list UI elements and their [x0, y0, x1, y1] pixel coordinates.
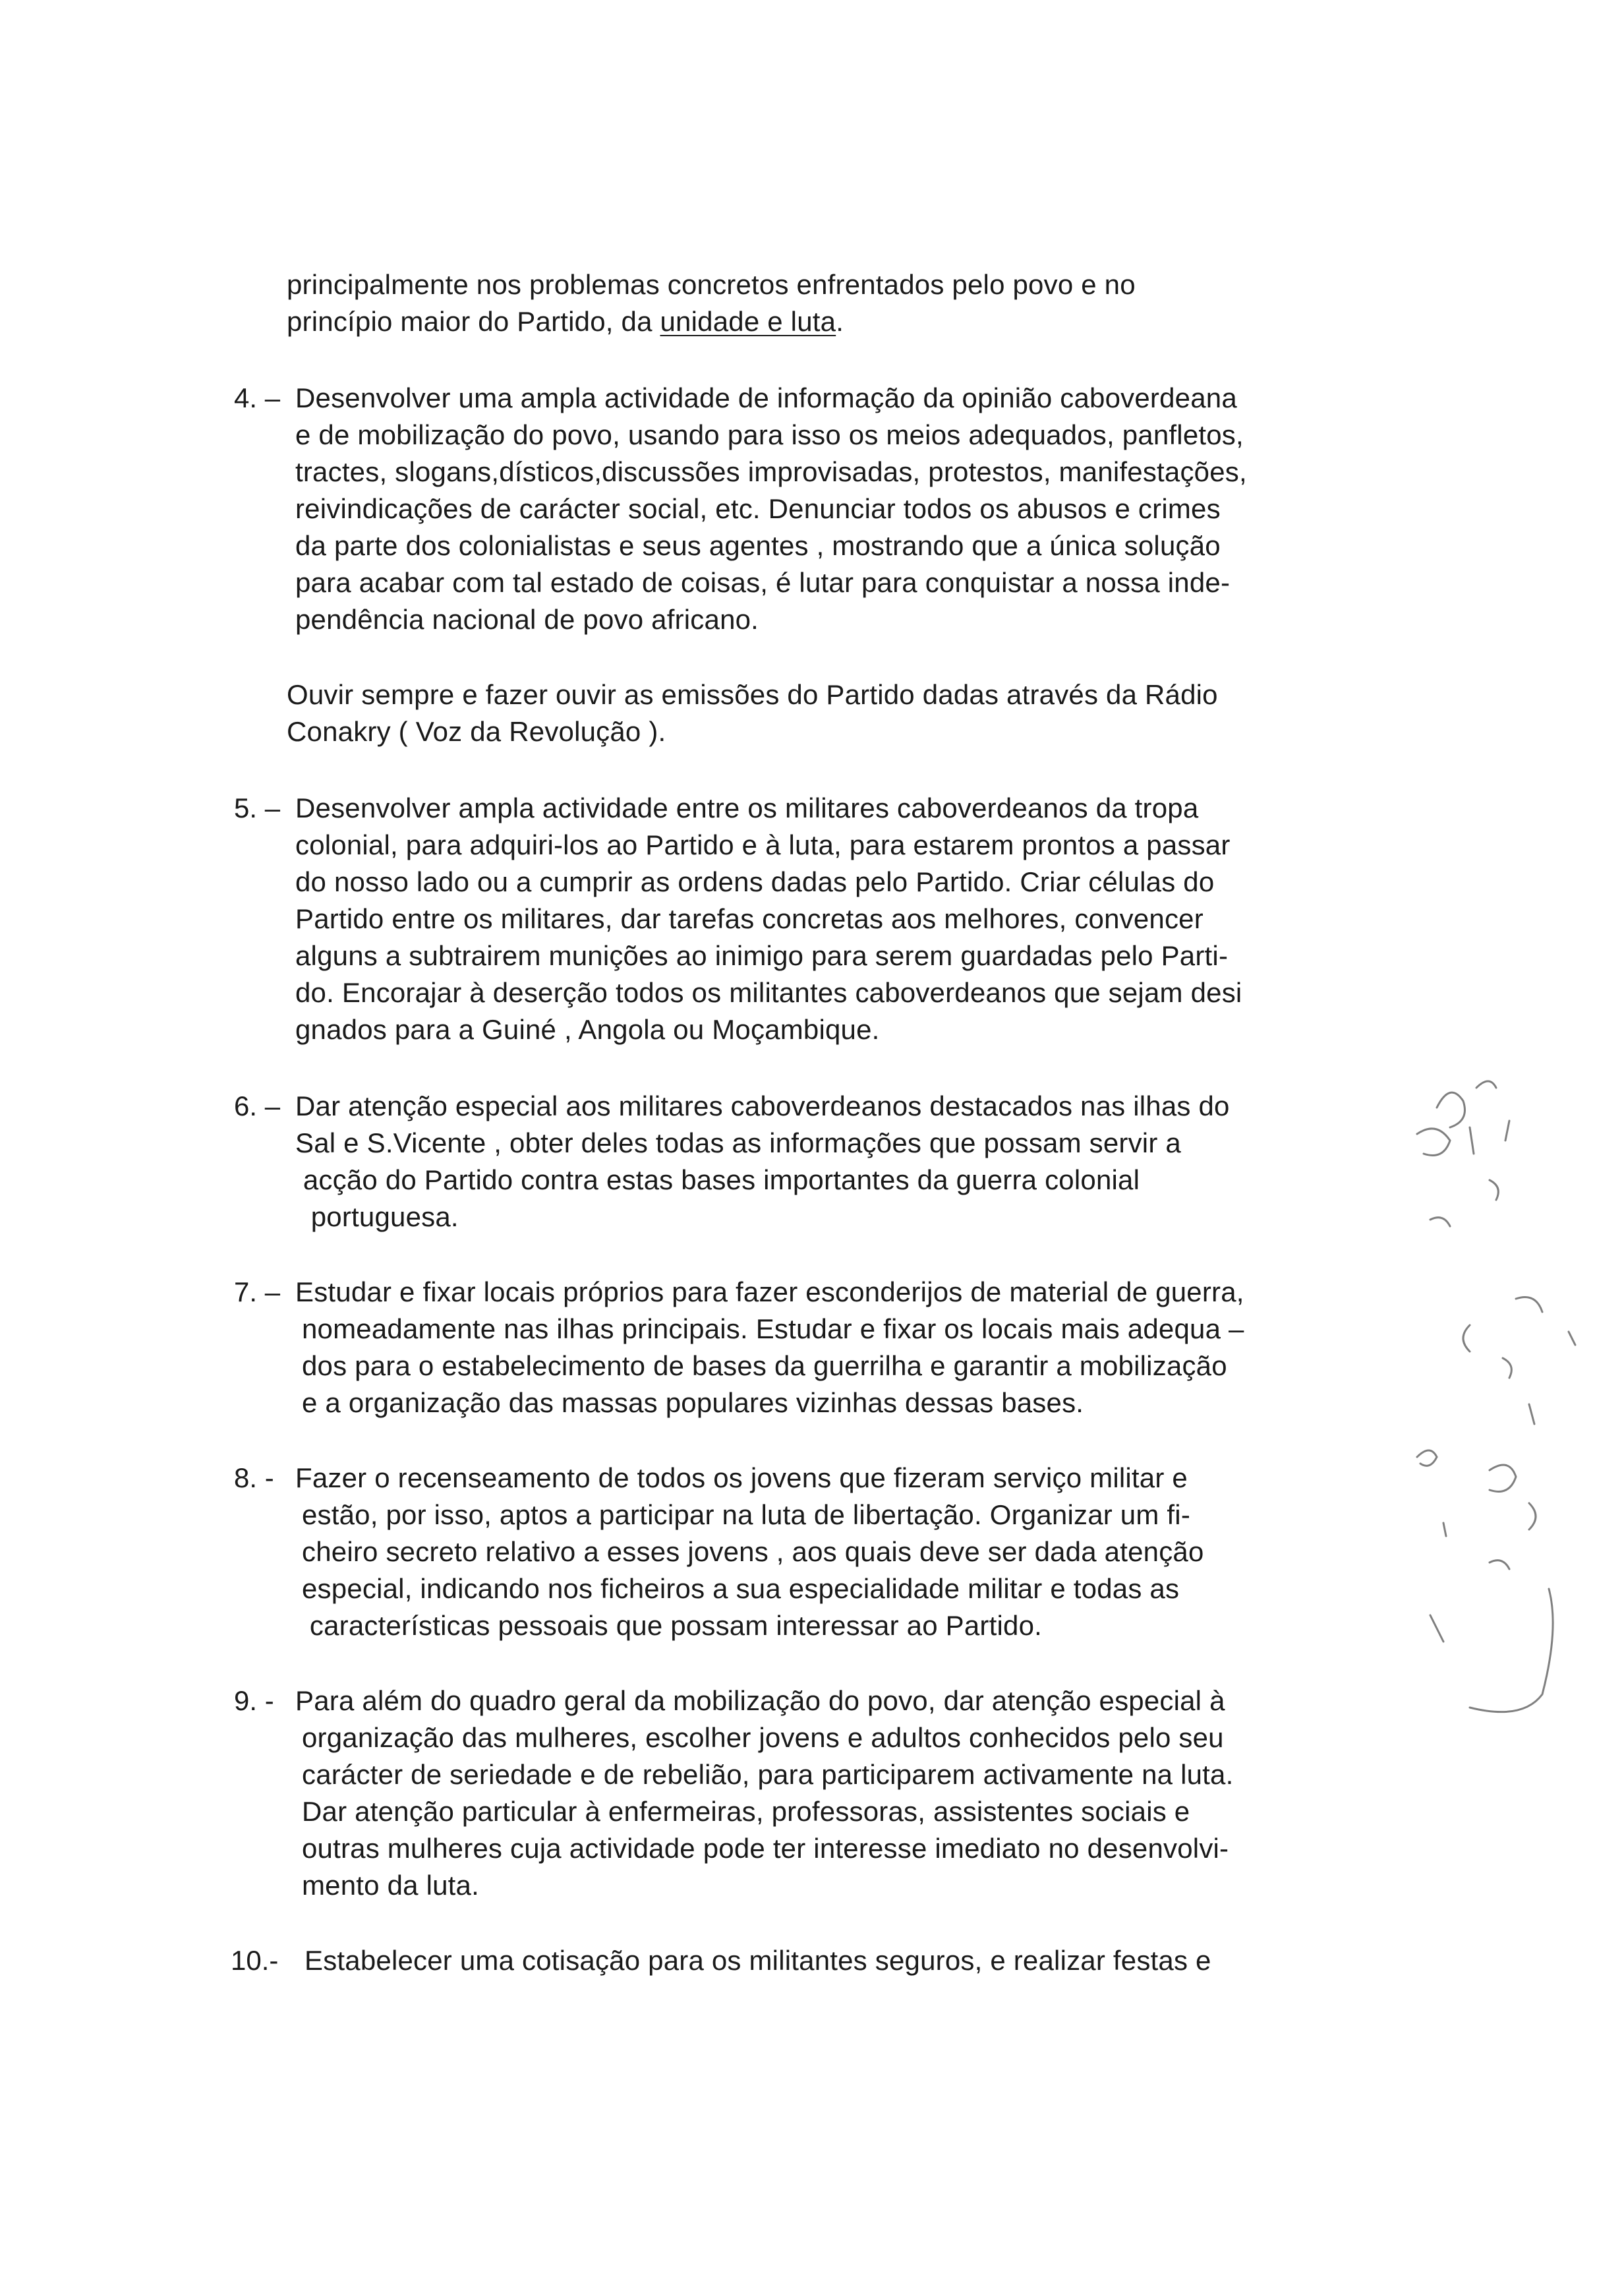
item-4-line-2: e de mobilização do povo, usando para isso os meios adequados, panfletos,: [295, 419, 1244, 450]
item-4-line-5: da parte dos colonialistas e seus agentes , mostrando que a única solução: [295, 530, 1221, 561]
item-8-line-3: cheiro secreto relativo a esses jovens , aos quais deve ser dada atenção: [302, 1536, 1204, 1567]
item-9-line-2: organização das mulheres, escolher jovens e adultos conhecidos pelo seu: [302, 1722, 1224, 1753]
item-7-line-4: e a organização das massas populares vizinhas dessas bases.: [302, 1387, 1084, 1418]
item-5-line-6: do. Encorajar à deserção todos os militantes caboverdeanos que sejam desi: [295, 977, 1242, 1008]
item-9-line-5: outras mulheres cuja actividade pode ter interesse imediato no desenvolvi-: [302, 1833, 1229, 1864]
item-9-line-3: carácter de seriedade e de rebelião, para participarem activamente na luta.: [302, 1759, 1234, 1790]
item-5-line-3: do nosso lado ou a cumprir as ordens dadas pelo Partido. Criar células do: [295, 866, 1215, 897]
item-number-8: 8. -: [234, 1462, 274, 1493]
item-8-line-5: características pessoais que possam interessar ao Partido.: [302, 1610, 1042, 1641]
item-6-line-4: portuguesa.: [295, 1201, 459, 1232]
item-4-line-4: reivindicações de carácter social, etc. Denunciar todos os abusos e crimes: [295, 493, 1221, 524]
item-7-line-1: Estudar e fixar locais próprios para fazer esconderijos de material de guerra,: [295, 1276, 1244, 1307]
item-9-line-4: Dar atenção particular à enfermeiras, professoras, assistentes sociais e: [302, 1796, 1190, 1827]
item-4-line-3: tractes, slogans,dísticos,discussões improvisadas, protestos, manifestações,: [295, 456, 1247, 487]
item-5-line-5: alguns a subtrairem munições ao inimigo para serem guardadas pelo Parti-: [295, 940, 1229, 971]
item-4-line-1: Desenvolver uma ampla actividade de informação da opinião caboverdeana: [295, 382, 1237, 413]
item-number-9: 9. -: [234, 1685, 274, 1716]
intro-line-2-end: .: [836, 306, 844, 337]
intro-line-2-text: princípio maior do Partido, da: [287, 306, 660, 337]
item-number-10: 10.-: [231, 1945, 279, 1976]
item-4-extra-line-1: Ouvir sempre e fazer ouvir as emissões do Partido dadas através da Rádio: [287, 679, 1218, 710]
item-10-line-1: Estabelecer uma cotisação para os militantes seguros, e realizar festas e: [304, 1945, 1211, 1976]
intro-line-2: [287, 303, 844, 340]
item-number-5: 5. –: [234, 792, 281, 823]
item-4-line-7: pendência nacional de povo africano.: [295, 604, 759, 635]
item-8-line-2: estão, por isso, aptos a participar na luta de libertação. Organizar um fi-: [302, 1499, 1191, 1530]
handwritten-annotation: [1358, 1048, 1608, 1727]
item-5-line-2: colonial, para adquiri-los ao Partido e à luta, para estarem prontos a passar: [295, 829, 1231, 860]
item-number-6: 6. –: [234, 1090, 281, 1121]
item-4-extra-line-2: Conakry ( Voz da Revolução ).: [287, 716, 666, 747]
item-number-4: 4. –: [234, 382, 281, 413]
item-8-line-1: Fazer o recenseamento de todos os jovens que fizeram serviço militar e: [295, 1462, 1188, 1493]
item-5-line-1: Desenvolver ampla actividade entre os militares caboverdeanos da tropa: [295, 792, 1199, 823]
item-7-line-3: dos para o estabelecimento de bases da guerrilha e garantir a mobilização: [302, 1350, 1227, 1381]
item-6-line-2: Sal e S.Vicente , obter deles todas as informações que possam servir a: [295, 1127, 1181, 1158]
item-5-line-7: gnados para a Guiné , Angola ou Moçambique.: [295, 1014, 880, 1045]
intro-line-1: principalmente nos problemas concretos enfrentados pelo povo e no: [287, 269, 1136, 300]
underlined-phrase: unidade e luta: [660, 306, 836, 337]
item-4-line-6: para acabar com tal estado de coisas, é lutar para conquistar a nossa inde-: [295, 567, 1231, 598]
item-7-line-2: nomeadamente nas ilhas principais. Estudar e fixar os locais mais adequa –: [302, 1313, 1244, 1344]
item-6-line-3: acção do Partido contra estas bases importantes da guerra colonial: [295, 1164, 1140, 1195]
item-6-line-1: Dar atenção especial aos militares caboverdeanos destacados nas ilhas do: [295, 1090, 1230, 1121]
item-9-line-1: Para além do quadro geral da mobilização do povo, dar atenção especial à: [295, 1685, 1225, 1716]
item-9-line-6: mento da luta.: [302, 1870, 479, 1901]
item-5-line-4: Partido entre os militares, dar tarefas concretas aos melhores, convencer: [295, 903, 1204, 934]
item-number-7: 7. –: [234, 1276, 281, 1307]
item-8-line-4: especial, indicando nos ficheiros a sua especialidade militar e todas as: [302, 1573, 1180, 1604]
